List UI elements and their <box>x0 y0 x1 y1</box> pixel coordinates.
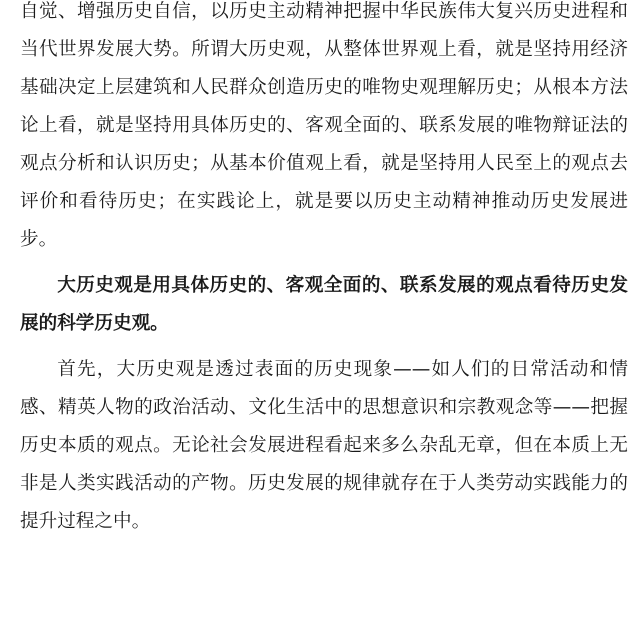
paragraph-first-point: 首先，大历史观是透过表面的历史现象——如人们的日常活动和情感、精英人物的政治活动、文化生活中的思想意识和宗教观念等——把握历史本质的观点。无论社会发展进程看起来多么杂乱无章，但在本质上无非是人类实践活动的产物。历史发展的规律就存在于人类劳动实践能力的提升过程之中。 <box>20 359 628 532</box>
paragraph-continued: 自觉、增强历史自信，以历史主动精神把握中华民族伟大复兴历史进程和当代世界发展大势。所谓大历史观，从整体世界观上看，就是坚持用经济基础决定上层建筑和人民群众创造历史的唯物史观理解历史；从根本方法论上看，就是坚持用具体历史的、客观全面的、联系发展的唯物辩证法的观点分析和认识历史；从基本价值观上看，就是坚持用人民至上的观点去评价和看待历史；在实践论上，就是要以历史主动精神推动历史发展进步。 <box>20 1 628 250</box>
paragraph-spacer <box>20 259 628 267</box>
paragraph-spacer <box>20 343 628 351</box>
paragraph-thesis-heading: 大历史观是用具体历史的、客观全面的、联系发展的观点看待历史发展的科学历史观。 <box>20 275 628 334</box>
